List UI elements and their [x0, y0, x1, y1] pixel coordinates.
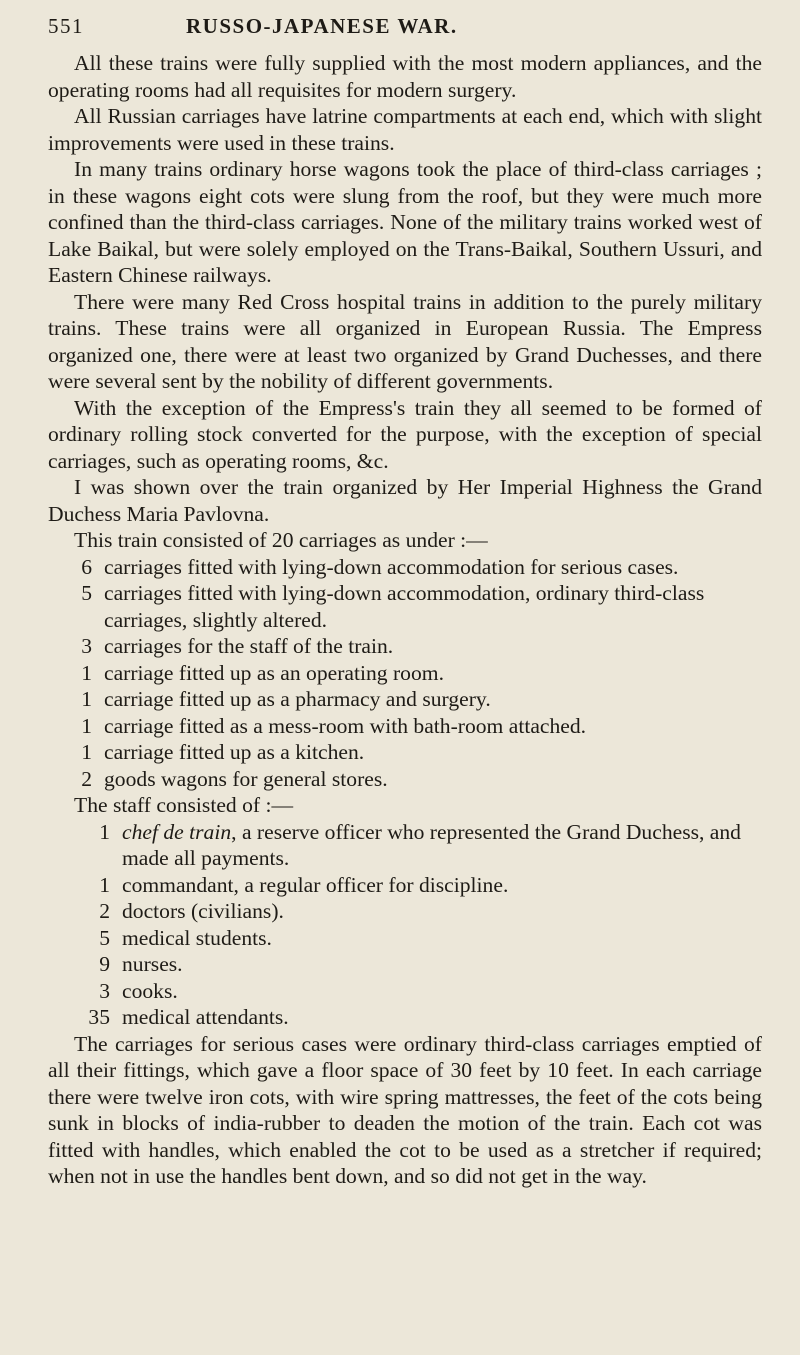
list-item	[48, 766, 762, 793]
list-item	[48, 951, 762, 978]
list-item	[48, 686, 762, 713]
item-text: doctors (civilians).	[122, 899, 284, 923]
item-text: carriage fitted as a mess-room with bath-room attached.	[104, 713, 587, 738]
italic-phrase: chef de train	[122, 819, 232, 844]
carriage-list	[48, 554, 762, 793]
paragraph: All Russian carriages have latrine compartments at each end, which with slight improvements were used in these trains.	[48, 104, 762, 155]
item-count: 5	[81, 581, 92, 605]
page-body	[48, 50, 762, 1190]
item-count: 1	[81, 713, 92, 738]
item-text: nurses.	[122, 952, 183, 976]
list-item	[48, 713, 762, 740]
item-text: chef de train, a reserve officer who represented the Grand Duchess, and made all payments.	[122, 819, 741, 870]
list-item	[48, 554, 762, 581]
item-text: carriage fitted up as an operating room.	[104, 660, 444, 685]
item-count: 3	[81, 634, 92, 658]
item-count: 1	[81, 687, 92, 711]
paragraph: There were many Red Cross hospital trains in addition to the purely military trains. These trains were all organized in European Russia. The Empress organized one, there were at least two organized by Grand Duchesses, and there were several sent by the nobility of different governments.	[48, 289, 762, 393]
item-count: 1	[81, 660, 92, 685]
list-item	[48, 819, 762, 872]
paragraph: With the exception of the Empress's train they all seemed to be formed of ordinary rolling stock converted for the purpose, with the exception of special carriages, such as operating rooms, &c.	[48, 395, 762, 473]
item-text: cooks.	[122, 978, 178, 1003]
item-text: carriages fitted with lying-down accommodation, ordinary third-class carriages, slightly altered.	[104, 581, 705, 632]
item-text: medical attendants.	[122, 1005, 289, 1029]
item-text: carriages fitted with lying-down accommodation for serious cases.	[104, 554, 679, 579]
paragraph: This train consisted of 20 carriages as under :—	[74, 528, 488, 552]
paragraph: All these trains were fully supplied with the most modern appliances, and the operating rooms had all requisites for modern surgery.	[48, 51, 762, 102]
item-count: 1	[99, 819, 110, 844]
item-count: 1	[99, 872, 110, 897]
list-item	[48, 633, 762, 660]
item-text: carriages for the staff of the train.	[104, 634, 394, 658]
item-text: commandant, a regular officer for discipline.	[122, 872, 509, 897]
list-item	[48, 978, 762, 1005]
item-count: 2	[81, 766, 92, 791]
list-item	[48, 739, 762, 766]
page-header	[48, 14, 762, 50]
paragraph: I was shown over the train organized by Her Imperial Highness the Grand Duchess Maria Pavlovna.	[48, 475, 762, 526]
staff-intro: The staff consisted of :—	[74, 793, 294, 817]
list-item	[48, 898, 762, 925]
item-text: carriage fitted up as a pharmacy and surgery.	[104, 687, 491, 711]
page-number: 551	[48, 14, 84, 38]
list-item	[48, 872, 762, 899]
item-count: 35	[88, 1005, 110, 1029]
item-count: 5	[99, 925, 110, 950]
list-item	[48, 580, 762, 633]
item-text: medical students.	[122, 925, 272, 950]
list-item	[48, 660, 762, 687]
item-text: carriage fitted up as a kitchen.	[104, 740, 365, 764]
item-count: 1	[81, 740, 92, 764]
staff-list	[48, 819, 762, 1031]
paragraph: The carriages for serious cases were ordinary third-class carriages emptied of all their fittings, which gave a floor space of 30 feet by 10 feet. In each carriage there were twelve iron cots, with wire spring mattresses, the feet of the cots being sunk in blocks of india-rubber to deaden the motion of the train. Each cot was fitted with handles, which enabled the cot to be used as a stretcher if required; when not in use the handles bent down, and so did not get in the way.	[48, 1031, 762, 1188]
running-title: RUSSO-JAPANESE WAR.	[186, 14, 458, 38]
item-count: 3	[99, 978, 110, 1003]
item-count: 6	[81, 554, 92, 579]
item-count: 9	[99, 952, 110, 976]
item-text: goods wagons for general stores.	[104, 766, 388, 791]
paragraph: In many trains ordinary horse wagons took the place of third-class carriages ; in these wagons eight cots were slung from the roof, but they were much more confined than the third-class carriages. None of the military trains worked west of Lake Baikal, but were solely employed on the Trans-Baikal, Southern Ussuri, and Eastern Chinese railways.	[48, 157, 762, 287]
list-item	[48, 925, 762, 952]
item-count: 2	[99, 899, 110, 923]
list-item	[48, 1004, 762, 1031]
